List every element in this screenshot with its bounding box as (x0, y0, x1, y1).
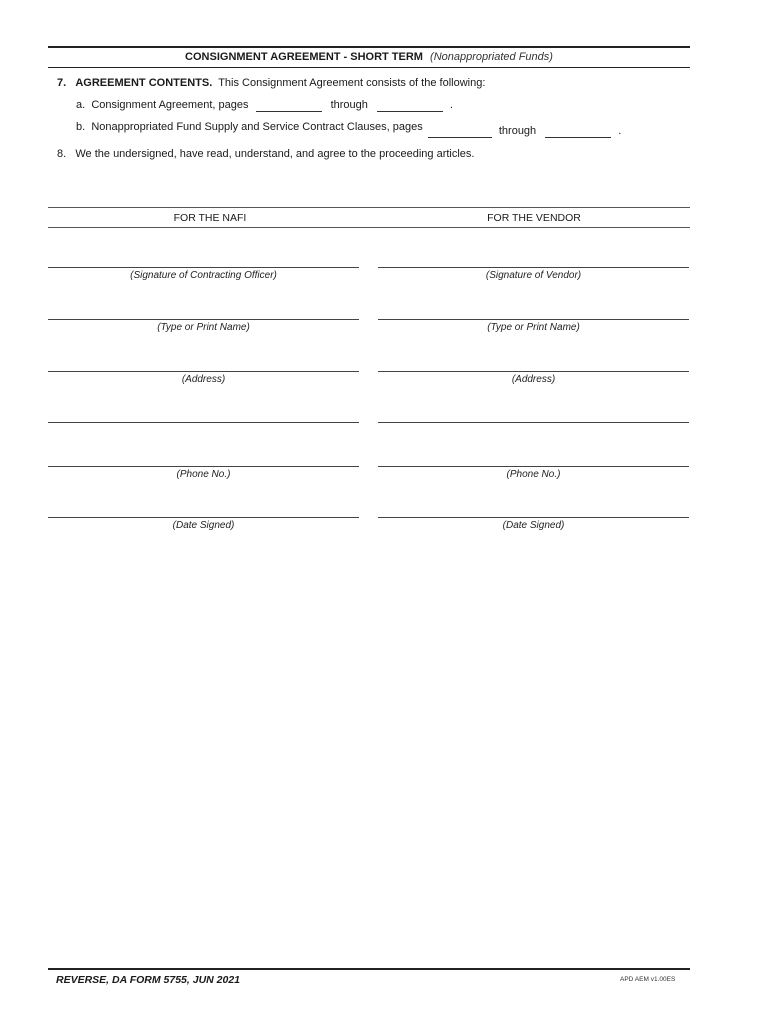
item-8 (57, 148, 474, 160)
item-7a-end: . (450, 99, 454, 111)
contracting-officer-signature-caption: (Signature of Contracting Officer) (130, 270, 277, 281)
nafi-date-signed-field[interactable] (48, 500, 362, 518)
clauses-pages-from-field[interactable] (428, 125, 492, 138)
vendor-address-line1 (378, 371, 689, 372)
contracting-officer-name-caption: (Type or Print Name) (157, 322, 250, 333)
vendor-address-caption: (Address) (511, 374, 556, 385)
vendor-phone-caption: (Phone No.) (506, 469, 561, 480)
vendor-phone-field[interactable] (378, 449, 692, 467)
nafi-address-line2 (48, 422, 359, 423)
item-7b-text: Nonappropriated Fund Supply and Service Contract Clauses, pages (91, 121, 423, 133)
item-7b-label: b. (76, 121, 86, 133)
vendor-name-field[interactable] (378, 302, 692, 320)
contracting-officer-signature-field[interactable] (48, 250, 362, 268)
agreement-pages-from-field[interactable] (256, 99, 322, 112)
contracting-officer-name-line (48, 319, 359, 320)
item-8-text: We the undersigned, have read, understand, and agree to the proceeding articles. (75, 148, 475, 160)
nafi-address-line1 (48, 371, 359, 372)
form-title: CONSIGNMENT AGREEMENT - SHORT TERM (185, 51, 423, 63)
item-7a-through: through (330, 99, 368, 111)
vendor-date-signed-field[interactable] (378, 500, 692, 518)
item-7a-text: Consignment Agreement, pages (91, 99, 249, 111)
nafi-phone-field[interactable] (48, 449, 362, 467)
item-7b-end: . (618, 125, 622, 137)
item-7-heading: AGREEMENT CONTENTS. (75, 77, 213, 89)
header-bottom-rule (48, 67, 690, 68)
form-subtitle: (Nonappropriated Funds) (430, 51, 553, 63)
nafi-address-line1-field[interactable] (48, 354, 362, 372)
vendor-address-line2-field[interactable] (378, 405, 692, 423)
nafi-address-caption: (Address) (181, 374, 226, 385)
nafi-date-signed-caption: (Date Signed) (172, 520, 235, 531)
item-7b-through: through (498, 125, 537, 137)
contracting-officer-signature-line (48, 267, 359, 268)
vendor-signature-line (378, 267, 689, 268)
agreement-pages-to-field[interactable] (377, 99, 443, 112)
nafi-address-line2-field[interactable] (48, 405, 362, 423)
vendor-name-caption: (Type or Print Name) (487, 322, 580, 333)
form-version: APD AEM v1.00ES (620, 976, 676, 983)
clauses-pages-to-field[interactable] (545, 125, 611, 138)
nafi-phone-caption: (Phone No.) (176, 469, 231, 480)
footer-rule (48, 968, 690, 970)
nafi-date-signed-line (48, 517, 359, 518)
vendor-date-signed-caption: (Date Signed) (502, 520, 565, 531)
signature-table-header-rule (48, 227, 690, 228)
vendor-phone-line (378, 466, 689, 467)
column-header-nafi: FOR THE NAFI (173, 212, 247, 224)
vendor-signature-field[interactable] (378, 250, 692, 268)
vendor-address-line1-field[interactable] (378, 354, 692, 372)
contracting-officer-name-field[interactable] (48, 302, 362, 320)
item-7-number: 7. (57, 77, 67, 89)
top-rule-thick (48, 46, 690, 48)
vendor-address-line2 (378, 422, 689, 423)
item-7b (76, 121, 622, 137)
form-identifier: REVERSE, DA FORM 5755, JUN 2021 (56, 974, 241, 986)
vendor-signature-caption: (Signature of Vendor) (485, 270, 582, 281)
nafi-phone-line (48, 466, 359, 467)
item-8-number: 8. (57, 148, 67, 160)
signature-table-top-rule (48, 207, 690, 208)
vendor-date-signed-line (378, 517, 689, 518)
form-header (48, 51, 690, 63)
column-header-vendor: FOR THE VENDOR (487, 212, 581, 224)
item-7-text: This Consignment Agreement consists of the following: (218, 77, 486, 89)
item-7a (76, 99, 453, 112)
item-7a-label: a. (76, 99, 86, 111)
item-7 (57, 77, 485, 89)
vendor-name-line (378, 319, 689, 320)
